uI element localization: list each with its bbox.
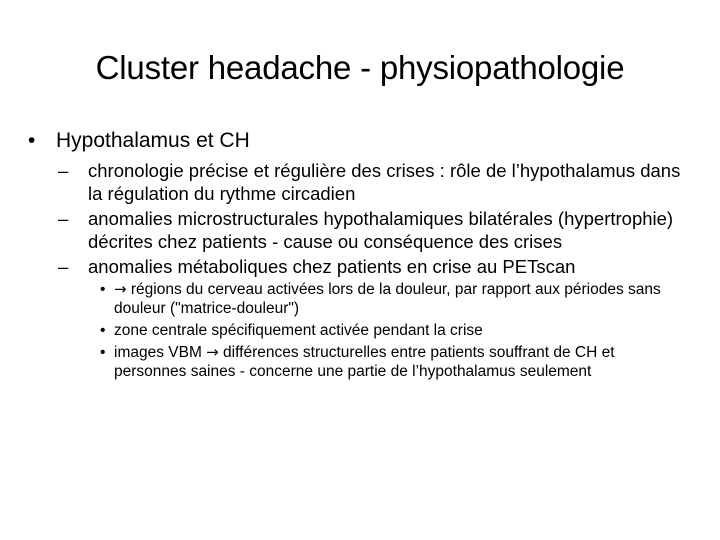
sub-sub-item-list (28, 280, 698, 381)
dash-marker: – (58, 208, 69, 229)
sub-item-text: anomalies microstructurales hypothalamiques bilatérales (hypertrophie) décrites chez patients - cause ou conséquence des crises (88, 208, 674, 252)
bullet-text: Hypothalamus et CH (56, 129, 250, 152)
dash-marker: – (58, 160, 69, 181)
bullet-marker: • (100, 344, 106, 361)
sub-sub-item-text: zone centrale spécifiquement activée pendant la crise (114, 322, 483, 339)
sub-item-anomalies-metaboliques (58, 255, 698, 278)
bullet-marker: • (100, 322, 106, 339)
sub-item-chronologie (58, 159, 698, 205)
sub-item-text: anomalies métaboliques chez patients en crise au PETscan (88, 256, 576, 277)
dash-marker: – (58, 256, 69, 277)
sub-sub-item-text-after: différences structurelles entre patients souffrant de CH et personnes saines - concerne une partie de l’hypothalamus seulement (114, 344, 615, 380)
sub-sub-item-zone-centrale (100, 321, 674, 340)
sub-item-list (28, 159, 698, 278)
arrow-right-icon: → (206, 343, 219, 361)
bullet-marker: • (28, 129, 36, 152)
sub-sub-item-images-vbm (100, 343, 674, 381)
arrow-right-icon: → (114, 280, 127, 298)
bullet-marker: • (100, 281, 106, 298)
sub-sub-item-regions (100, 280, 674, 318)
sub-sub-item-text: régions du cerveau activées lors de la douleur, par rapport aux périodes sans douleur ("matrice-douleur") (114, 281, 661, 317)
sub-item-anomalies-microstructurales (58, 207, 698, 253)
sub-item-text: chronologie précise et régulière des crises : rôle de l’hypothalamus dans la régulation du rythme circadien (88, 160, 681, 204)
slide-content (28, 128, 698, 384)
sub-sub-item-text-before: images VBM (114, 344, 207, 361)
bullet-hypothalamus (28, 128, 698, 154)
slide-title: Cluster headache - physiopathologie (95, 49, 625, 86)
